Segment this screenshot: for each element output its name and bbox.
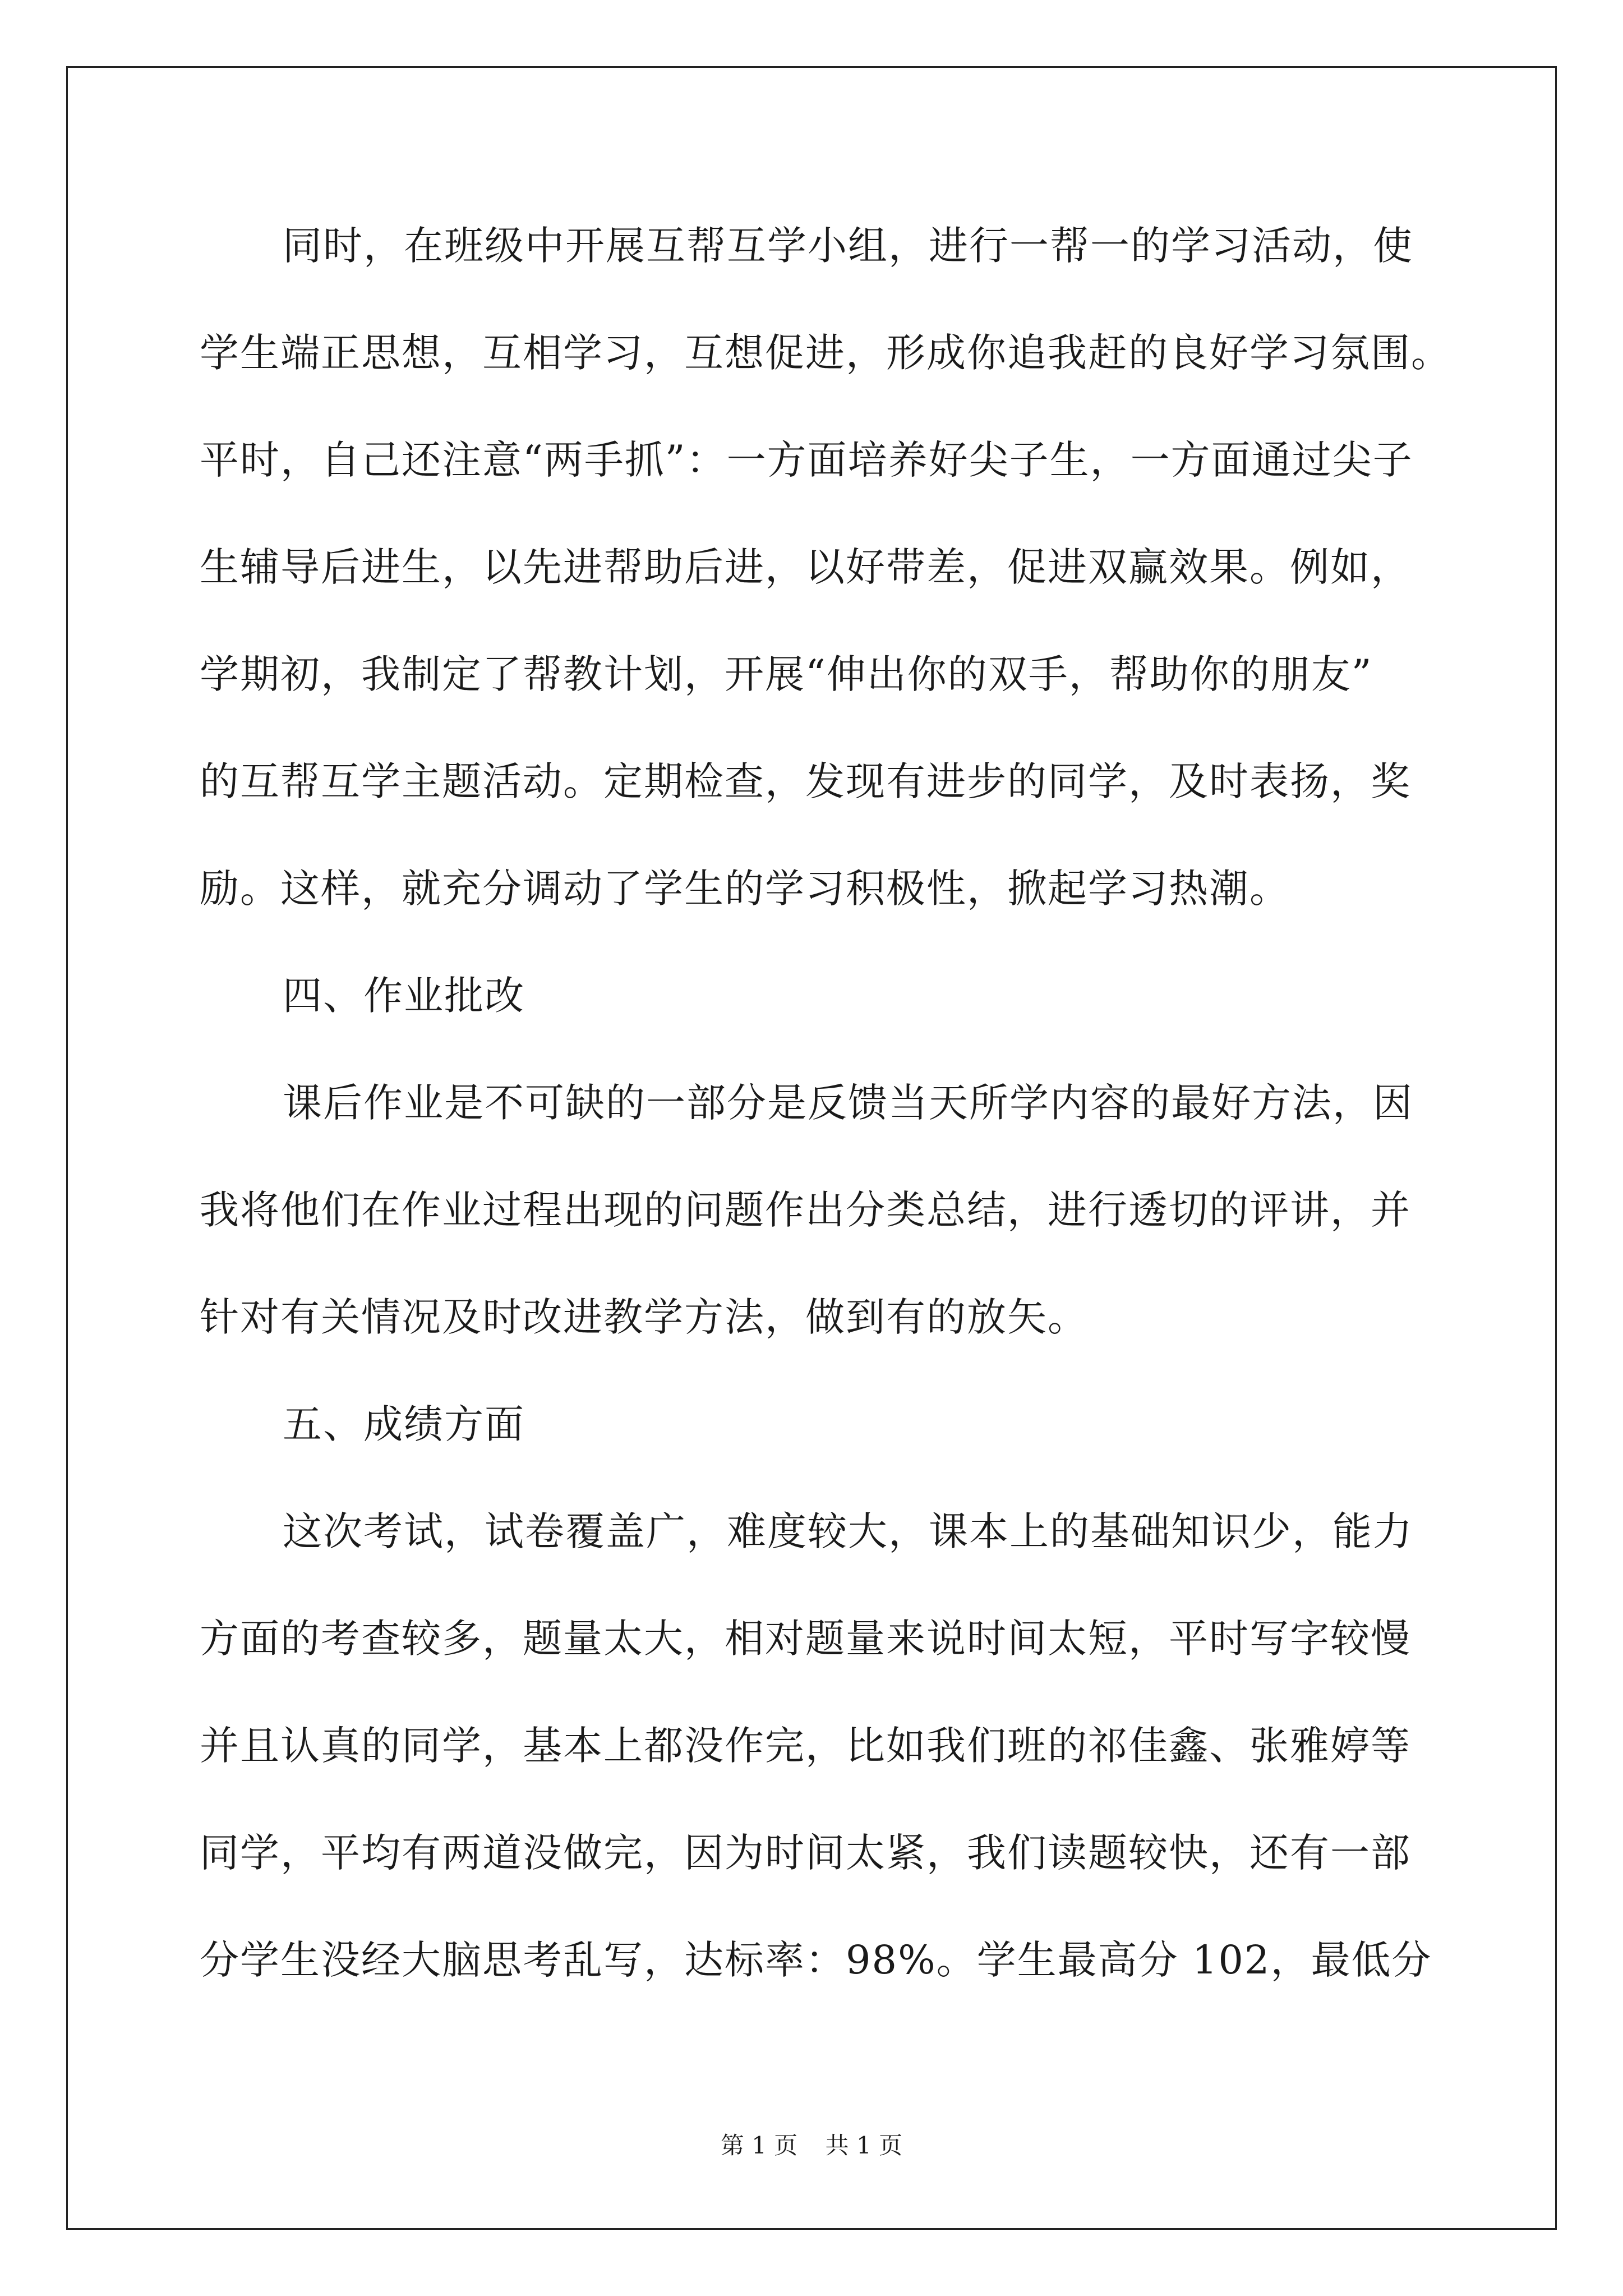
text-line-5: 学期初，我制定了帮教计划，开展“伸出你的双手，帮助你的朋友” [200, 651, 1373, 697]
text-line-7: 励。这样，就充分调动了学生的学习积极性，掀起学习热潮。 [200, 866, 1290, 912]
text-line-4: 生辅导后进生，以先进帮助后进，以好带差，促进双赢效果。例如， [200, 544, 1411, 590]
text-line-16: 同学，平均有两道没做完，因为时间太紧，我们读题较快，还有一部 [200, 1830, 1411, 1876]
text-line-3: 平时，自己还注意“两手抓”：一方面培养好尖子生，一方面通过尖子 [200, 437, 1413, 483]
text-line-11: 针对有关情况及时改进教学方法，做到有的放矢。 [200, 1294, 1088, 1340]
section-heading-homework: 四、作业批改 [283, 973, 525, 1019]
page-footer [0, 2129, 1623, 2162]
text-line-13: 这次考试，试卷覆盖广，难度较大，课本上的基础知识少，能力 [283, 1508, 1413, 1554]
text-line-2: 学生端正思想，互相学习，互想促进，形成你追我赶的良好学习氛围。 [200, 330, 1451, 376]
text-line-6: 的互帮互学主题活动。定期检查，发现有进步的同学，及时表扬，奖 [200, 758, 1411, 804]
text-line-9: 课后作业是不可缺的一部分是反馈当天所学内容的最好方法，因 [283, 1080, 1413, 1126]
page-number: 第 1 页 [720, 2132, 798, 2159]
page-total: 共 1 页 [825, 2132, 903, 2159]
text-line-1: 同时，在班级中开展互帮互学小组，进行一帮一的学习活动，使 [283, 223, 1413, 269]
text-line-15: 并且认真的同学，基本上都没作完，比如我们班的祁佳鑫、张雅婷等 [200, 1723, 1411, 1769]
text-line-17: 分学生没经大脑思考乱写，达标率：98%。学生最高分 102，最低分 [200, 1937, 1432, 1983]
text-line-10: 我将他们在作业过程出现的问题作出分类总结，进行透切的评讲，并 [200, 1187, 1411, 1233]
document-body [200, 212, 1451, 2033]
section-heading-results: 五、成绩方面 [283, 1401, 525, 1447]
text-line-14: 方面的考查较多，题量太大，相对题量来说时间太短，平时写字较慢 [200, 1616, 1411, 1662]
